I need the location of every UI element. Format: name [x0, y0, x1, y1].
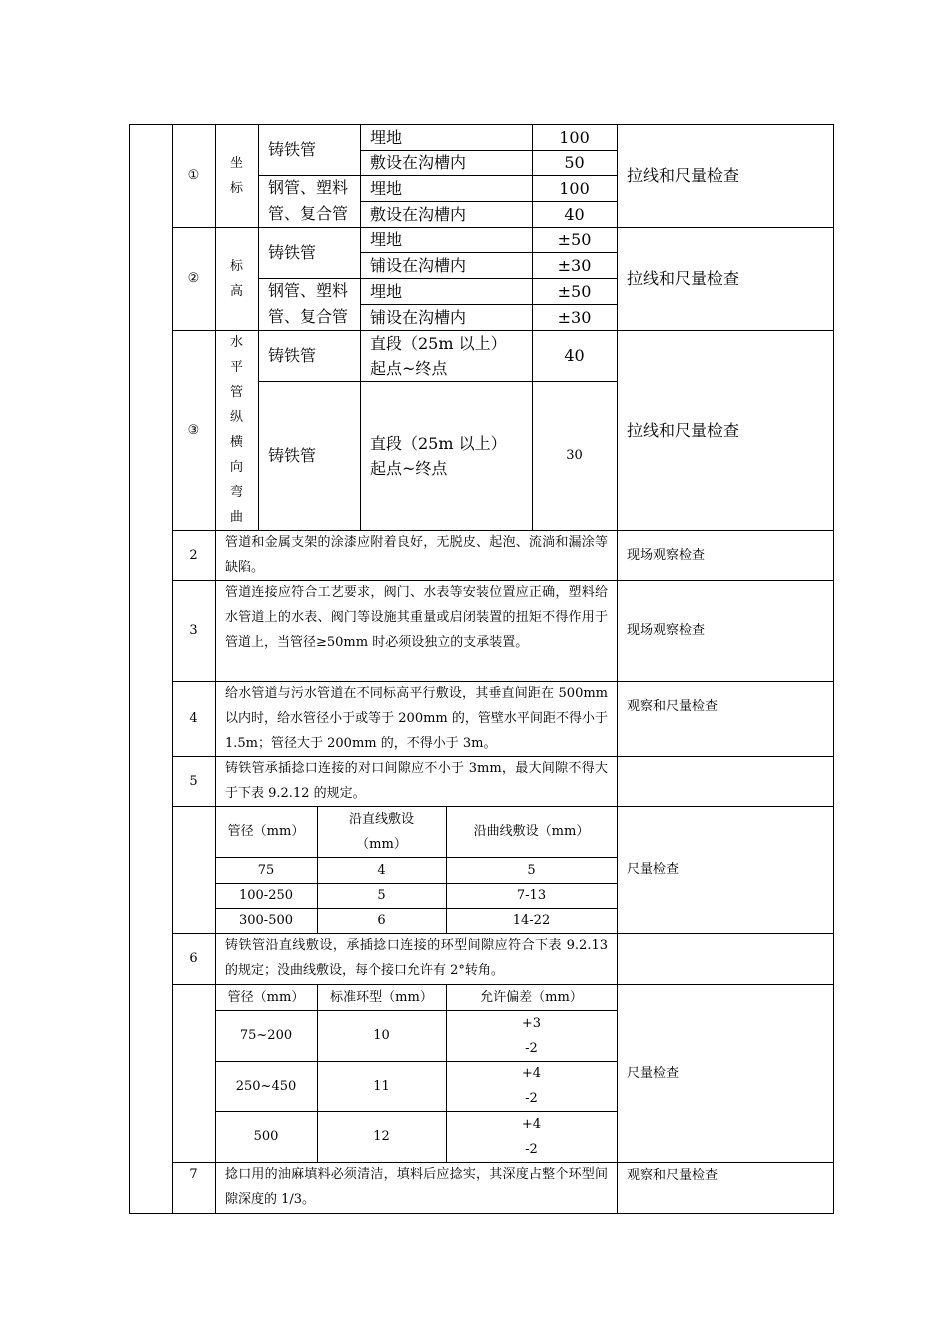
row-2-a-cond1: 埋地: [370, 230, 403, 249]
row-1-b-cond1: 埋地: [370, 178, 403, 198]
t12-row-1-diameter: 75: [257, 862, 275, 878]
tolerance-minus: -2: [525, 1040, 538, 1056]
row-1-number: ①: [187, 168, 200, 183]
t12-row-3-straight: 6: [377, 913, 386, 928]
t12-header-diameter: 管径（mm）: [227, 824, 305, 839]
t13-row-2-diameter: 250~450: [235, 1078, 297, 1094]
item-4-method: 观察和尺量检查: [627, 698, 719, 714]
cond-text: 直段（25m 以上）起点~终点: [370, 333, 507, 378]
pipe-b-text: 钢管、塑料管、复合管: [268, 281, 349, 326]
item-3-text: 管道连接应符合工艺要求，阀门、水表等安装位置应正确，塑料给水管道上的水表、阀门等设施其重量或启闭装置的扭矩不得作用于管道上，当管径≥50mm 时必须设独立的支承装置。: [225, 585, 608, 650]
t12-header-curve: 沿曲线敷设（mm）: [473, 824, 590, 839]
row-3-b-cond: [360, 381, 532, 530]
t12-method: 尺量检查: [627, 862, 680, 877]
t12-row-1-curve: 5: [527, 862, 536, 878]
row-1-group-label: [215, 124, 258, 227]
row-3-a-val: 40: [564, 346, 585, 365]
tolerance-plus: +4: [521, 1066, 542, 1081]
group-label-text: 标高: [229, 258, 243, 299]
t13-row-1-tolerance: [446, 1010, 617, 1061]
item-4-number: 4: [189, 711, 198, 726]
row-3-a-cond: [360, 330, 532, 381]
t12-row-2-diameter: 100-250: [238, 888, 294, 903]
item-7-number: 7: [189, 1167, 198, 1182]
item-5-text: 铸铁管承插捻口连接的对口间隙应不小于 3mm，最大间隙不得大于下表 9.2.12 的规定。: [225, 761, 608, 801]
t13-row-1-diameter: 75~200: [239, 1028, 293, 1043]
item-5-method: [617, 756, 833, 806]
row-1-pipe-b: [258, 175, 360, 227]
row-2-pipe-a: 铸铁管: [268, 243, 317, 262]
item-6-method: [617, 933, 833, 984]
row-2-a-cond2: 铺设在沟槽内: [370, 255, 467, 275]
t12-row-3-diameter: 300-500: [238, 913, 294, 928]
row-2-pipe-b: [258, 278, 360, 330]
t13-header-standard: 标准环型（mm）: [330, 989, 433, 1005]
t12-row-2-straight: 5: [377, 888, 386, 903]
row-1-a-cond1: 埋地: [370, 127, 403, 147]
pipe-b-text: 钢管、塑料管、复合管: [268, 178, 349, 223]
row-3-pipe-a: 铸铁管: [268, 346, 317, 365]
row-2-method: 拉线和尺量检查: [627, 269, 740, 288]
item-2-method: 现场观察检查: [627, 547, 706, 563]
row-2-a-val2: ±30: [557, 255, 592, 275]
row-2-a-val1: ±50: [557, 230, 592, 249]
row-3-group-label: [215, 330, 258, 530]
t12-row-3-curve: 14-22: [512, 913, 551, 928]
t13-header-diameter: 管径（mm）: [227, 989, 305, 1005]
t13-row-3-diameter: 500: [253, 1129, 279, 1144]
item-3-method: 现场观察检查: [627, 623, 706, 638]
t13-row-3-standard: 12: [373, 1129, 390, 1144]
row-1-a-val1: 100: [559, 127, 590, 147]
item-7-method: 观察和尺量检查: [627, 1167, 719, 1183]
row-1-pipe-a: 铸铁管: [268, 140, 317, 159]
row-1-a-val2: 50: [564, 153, 585, 172]
header-text: 沿直线敷设（mm）: [348, 811, 414, 852]
row-2-b-val2: ±30: [557, 307, 592, 327]
t13-row-3-tolerance: [446, 1111, 617, 1162]
item-6-number: 6: [189, 951, 198, 966]
row-2-number: ②: [187, 271, 200, 286]
item-2-number: 2: [189, 547, 198, 563]
t13-row-1-standard: 10: [373, 1028, 390, 1043]
tolerance-minus: -2: [525, 1141, 538, 1157]
item-5-number: 5: [189, 773, 198, 789]
row-3-b-val: 30: [566, 448, 583, 463]
t13-header-tolerance: 允许偏差（mm）: [480, 989, 583, 1005]
item-3-number: 3: [189, 623, 198, 638]
tolerance-plus: +4: [521, 1116, 542, 1132]
row-2-b-val1: ±50: [557, 281, 592, 301]
item-7-text: 捻口用的油麻填料必须清洁，填料后应捻实，其深度占整个环型间隙深度的 1/3。: [225, 1167, 608, 1207]
row-1-b-val1: 100: [559, 178, 590, 198]
row-3-pipe-b: 铸铁管: [268, 446, 317, 465]
group-label-text: 水平管纵横向弯曲: [229, 335, 243, 525]
tolerance-plus: +3: [521, 1015, 542, 1031]
t13-row-2-tolerance: [446, 1061, 617, 1111]
item-4-text: 给水管道与污水管道在不同标高平行敷设，其垂直间距在 500mm 以内时，给水管径小于或等于 200mm 的，管壁水平间距不得小于 1.5m；管径大于 200mm 的，不得小于 3m。: [225, 686, 608, 751]
tolerance-minus: -2: [525, 1091, 538, 1106]
item-2-text: 管道和金属支架的涂漆应附着良好，无脱皮、起泡、流淌和漏涂等缺陷。: [225, 535, 608, 575]
row-3-number: ③: [187, 422, 200, 438]
row-1-b-val2: 40: [564, 204, 585, 224]
t12-row-1-straight: 4: [377, 862, 386, 878]
row-1-a-cond2: 敷设在沟槽内: [370, 153, 467, 172]
row-2-b-cond2: 铺设在沟槽内: [370, 307, 467, 327]
row-2-b-cond1: 埋地: [370, 281, 403, 301]
cond-text: 直段（25m 以上）起点~终点: [370, 433, 507, 478]
t13-method: 尺量检查: [627, 1065, 680, 1081]
row-3-method: 拉线和尺量检查: [627, 420, 740, 440]
item-6-text: 铸铁管沿直线敷设，承插捻口连接的环型间隙应符合下表 9.2.13 的规定；没曲线敷设，每个接口允许有 2°转角。: [225, 938, 608, 978]
row-2-group-label: [215, 227, 258, 330]
t13-row-2-standard: 11: [373, 1078, 390, 1094]
row-1-b-cond2: 敷设在沟槽内: [370, 204, 467, 224]
t12-header-straight: [317, 806, 446, 857]
row-1-method: 拉线和尺量检查: [627, 166, 740, 185]
t12-row-2-curve: 7-13: [516, 888, 547, 903]
group-label-text: 坐标: [229, 155, 243, 196]
